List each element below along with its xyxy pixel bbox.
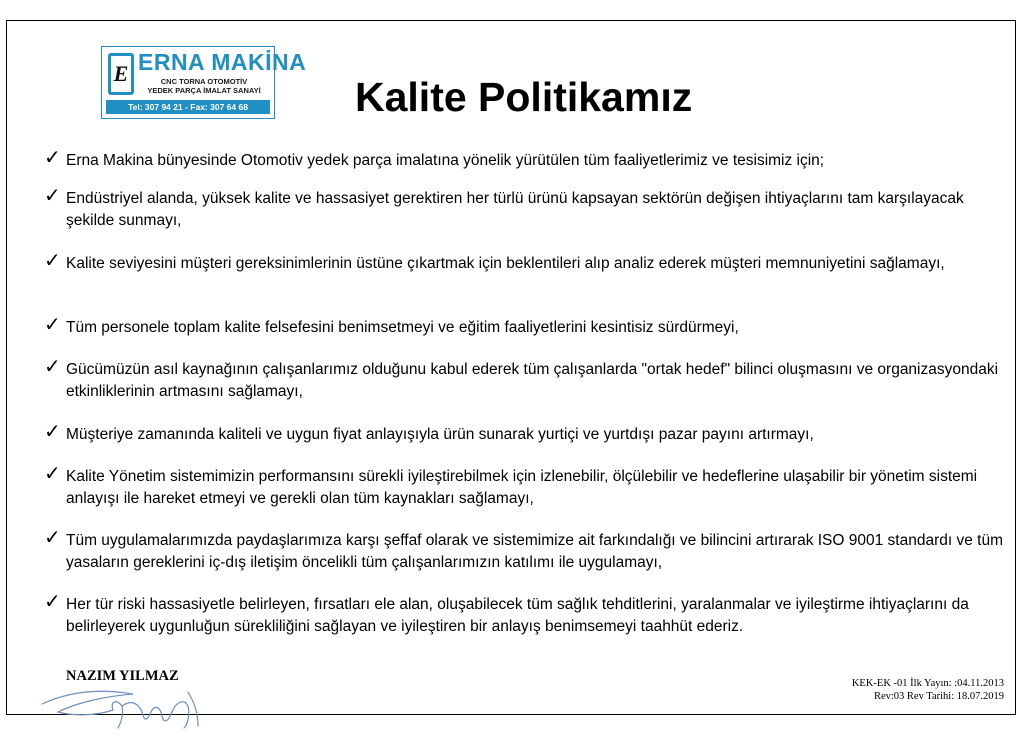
policy-item-text: Müşteriye zamanında kaliteli ve uygun fiyat anlayışıyla ürün sunarak yurtiçi ve yurtdışı pazar payını artırmayı, <box>66 426 814 443</box>
logo-subtitle-line-1: CNC TORNA OTOMOTİV <box>160 77 248 86</box>
policy-item <box>44 525 1004 574</box>
policy-item <box>44 183 1004 232</box>
policy-item-text: Endüstriyel alanda, yüksek kalite ve hassasiyet gerektiren her türlü ürünü kapsayan sektörün değişen ihtiyaçlarını tam karşılayacak şekilde sunmayı, <box>66 190 964 229</box>
checkmark-icon: ✓ <box>44 589 61 613</box>
checkmark-icon: ✓ <box>44 354 61 378</box>
policy-item-text: Gücümüzün asıl kaynağının çalışanlarımız olduğunu kabul ederek tüm çalışanlarda "ortak hedef" bilinci oluşmasını ve organizasyondaki etkinliklerinin artmasını sağlamayı, <box>66 361 999 400</box>
signer-name: NAZIM YILMAZ <box>66 668 179 684</box>
policy-item <box>44 419 1004 446</box>
document-info-line-2: Rev:03 Rev Tarihi: 18.07.2019 <box>873 691 1004 702</box>
policy-item <box>44 461 1004 510</box>
logo-mark-icon: E <box>108 53 134 95</box>
company-logo <box>101 46 307 119</box>
policy-item <box>44 248 1004 275</box>
checkmark-icon: ✓ <box>44 248 61 272</box>
policy-item-text: Erna Makina bünyesinde Otomotiv yedek parça imalatına yönelik yürütülen tüm faaliyetlerimiz ve tesisimiz için; <box>66 152 825 169</box>
logo-contact-bar: Tel: 307 94 21 - Fax: 307 64 68 <box>106 100 270 114</box>
checkmark-icon: ✓ <box>44 183 61 207</box>
document-info-line-1: KEK-EK -01 İlk Yayın: :04.11.2013 <box>851 678 1004 689</box>
policy-item <box>44 312 1004 339</box>
policy-item-text: Kalite Yönetim sistemimizin performansını sürekli iyileştirebilmek için izlenebilir, ölçülebilir ve hedeflerine ulaşabilir bir yönetim sistemi anlayışı ile hareket etmeyi ve gerekli olan tüm kaynakları sağlamayı, <box>66 468 978 507</box>
page-title: Kalite Politikamız <box>355 74 693 120</box>
checkmark-icon: ✓ <box>44 145 61 169</box>
checkmark-icon: ✓ <box>44 312 61 336</box>
policy-item <box>44 354 1004 403</box>
checkmark-icon: ✓ <box>44 419 61 443</box>
policy-item-text: Her tür riski hassasiyetle belirleyen, fırsatları ele alan, oluşabilecek tüm sağlık tehditlerini, yaralanmalar ve iyileştirme ihtiyaçlarını da belirleyerek uygunluğun sürekliliğini sağlayan ve iyileştiren bir anlayış benimsemeyi taahhüt ederiz. <box>66 596 969 635</box>
policy-item <box>44 589 1004 638</box>
policy-item-text: Kalite seviyesini müşteri gereksinimlerinin üstüne çıkartmak için beklentileri alıp analiz ederek müşteri memnuniyetini sağlamayı, <box>66 255 945 272</box>
logo-subtitle <box>138 77 270 95</box>
policy-item-text: Tüm uygulamalarımızda paydaşlarımıza karşı şeffaf olarak ve sistemimize ait farkındalığı ve bilincini artırarak ISO 9001 standardı ve tüm yasaların gereklerini iç-dış iletişim öncelikli tüm çalışanlarımızın katılımı ile uygulamayı, <box>66 532 1003 571</box>
checkmark-icon: ✓ <box>44 461 61 485</box>
checkmark-icon: ✓ <box>44 525 61 549</box>
policy-item <box>44 145 1004 172</box>
policy-item-text: Tüm personele toplam kalite felsefesini benimsetmeyi ve eğitim faaliyetlerini kesintisiz sürdürmeyi, <box>66 319 739 336</box>
document-info <box>852 677 1004 703</box>
logo-brand-name: ERNA MAKİNA <box>138 49 307 75</box>
logo-subtitle-line-2: YEDEK PARÇA İMALAT SANAYİ <box>147 86 261 95</box>
